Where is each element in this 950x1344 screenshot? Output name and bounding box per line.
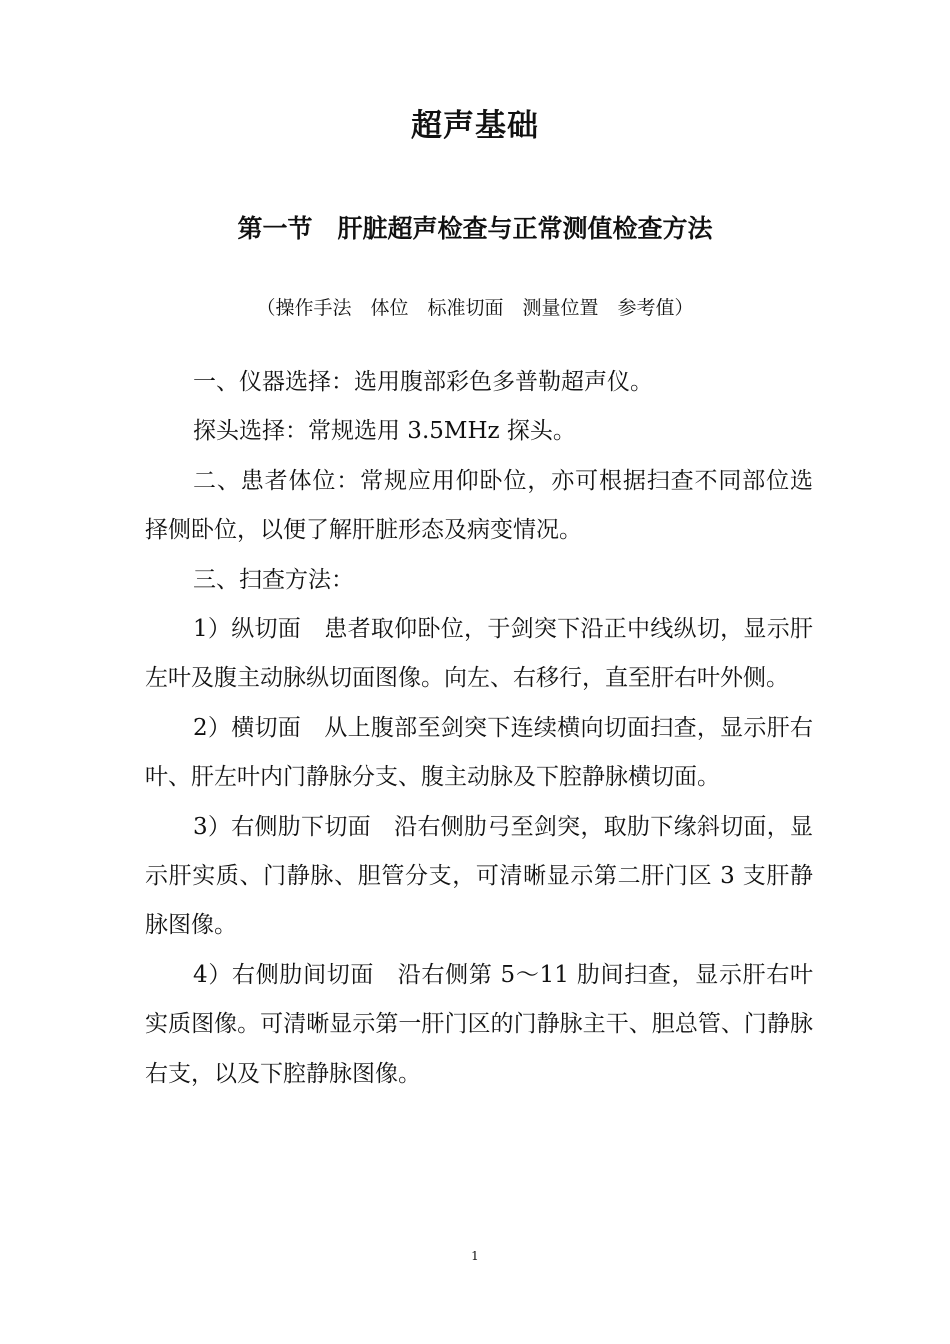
paragraph-right-subcostal: 3）右侧肋下切面 沿右侧肋弓至剑突，取肋下缘斜切面，显示肝实质、门静脉、胆管分支，可清晰显示第二肝门区 3 支肝静脉图像。 [145, 813, 813, 939]
paragraph-position: 二、患者体位：常规应用仰卧位，亦可根据扫查不同部位选择侧卧位，以便了解肝脏形态及病变情况。 [145, 467, 813, 544]
paragraph-instrument: 一、仪器选择：选用腹部彩色多普勒超声仪。 [193, 369, 653, 395]
paragraph-longitudinal: 1）纵切面 患者取仰卧位，于剑突下沿正中线纵切，显示肝左叶及腹主动脉纵切面图像。向左、右移行，直至肝右叶外侧。 [145, 616, 813, 692]
section-subtitle: （操作手法 体位 标准切面 测量位置 参考值） [256, 297, 694, 319]
paragraph-scan-method: 三、扫查方法： [193, 566, 354, 593]
paragraph-probe: 探头选择：常规选用 3.5MHz 探头。 [193, 418, 576, 445]
document-title: 超声基础 [411, 108, 539, 144]
page-number: 1 [471, 1249, 479, 1263]
section-title: 第一节 肝脏超声检查与正常测值检查方法 [237, 214, 713, 243]
paragraph-transverse: 2）横切面 从上腹部至剑突下连续横向切面扫查，显示肝右叶、肝左叶内门静脉分支、腹主动脉及下腔静脉横切面。 [145, 714, 813, 791]
body-text [145, 358, 813, 1099]
paragraph-right-intercostal: 4）右侧肋间切面 沿右侧第 5～11 肋间扫查，显示肝右叶实质图像。可清晰显示第一肝门区的门静脉主干、胆总管、门静脉右支，以及下腔静脉图像。 [145, 961, 813, 1087]
